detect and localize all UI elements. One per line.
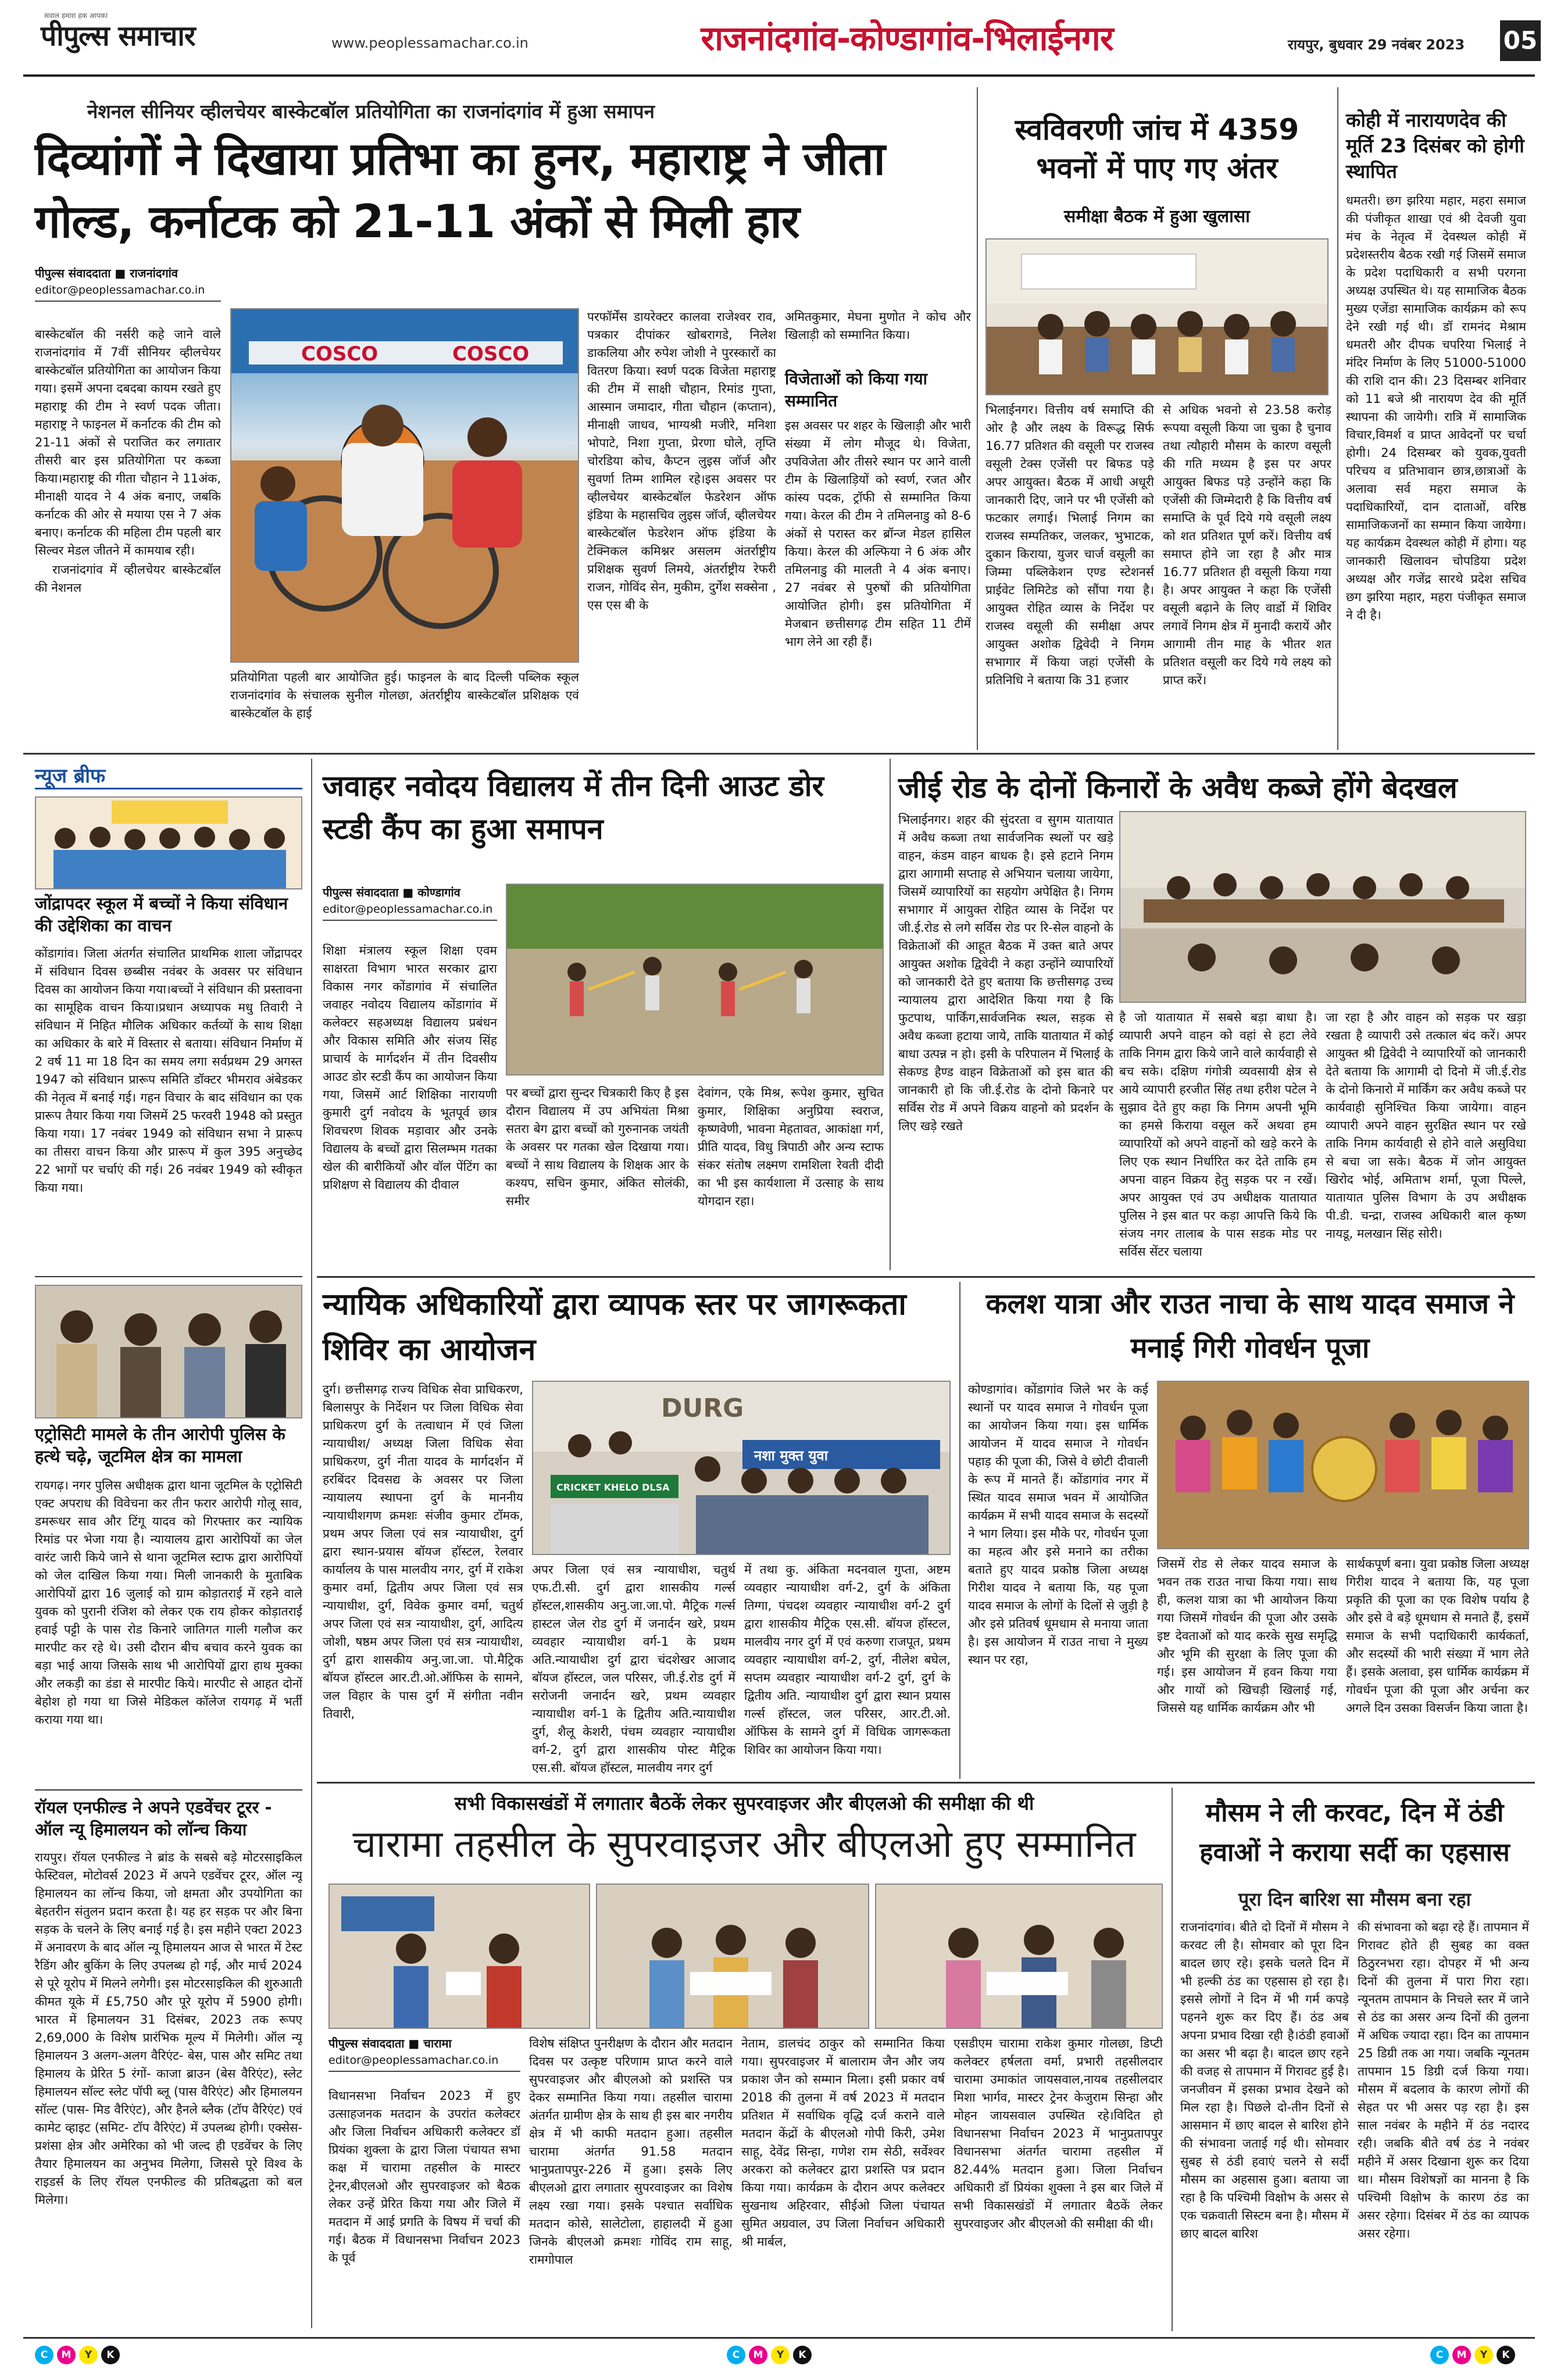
brief3-headline: रॉयल एनफील्ड ने अपने एडवेंचर टूरर - ऑल न्यू हिमालयन को लॉन्च किया bbox=[35, 1797, 272, 1839]
lead-headline: दिव्यांगों ने दिखाया प्रतिभा का हुनर, महाराष्ट्र ने जीता गोल्ड, कर्नाटक को 21-11 अंकों से मिली हार bbox=[35, 133, 885, 248]
charama-photo-2 bbox=[596, 1884, 869, 2029]
weather-col2: की संभावना को बढ़ा रहे हैं। तापमान में गिरावट होते ही सुबह का वक्त ठिठुरनभरा रहा। दोपहर में भी अन्य दिनों की तुलना में पारा गिरा रहा। न्यूनतम तापमान के निचले स्तर में जाने से ठंड का असर अन्य दिनों की तुलना में अधिक ज्यादा रहा। दिन का तापमान 25 डिग्री तक आ गया। जबकि न्यूनतम तापमान 15 डिग्री दर्ज किया गया। मौसम में बदलाव के कारण लोगों की सेहत पर भी असर पड़ रहा है। इस साल नवंबर के महीने में ठंड नदारद रही। जबकि बीते वर्ष ठंड ने नवंबर महीने में असर दिखाना शुरू कर दिया था। मौसम विशेषज्ञों का मानना है कि पश्चिमी विक्षोभ के कारण ठंड का असर रहेगा। दिसंबर में ठंड का व्यापक असर रहेगा। bbox=[1358, 1920, 1529, 2240]
charama-rule-right bbox=[1172, 1788, 1173, 2331]
lead-col3: परफॉर्मेंस डायरेक्टर कालवा राजेश्वर राव, पत्रकार दीपांकर खोबरागडे, निलेश डाकलिया और रुपेश जोशी ने पुरस्कारों का वितरण किया। स्वर्ण पदक विजेता महाराष्ट्र की टीम में साक्षी चौहान, रिमांड गुप्ता, आस्मान जमादार, गीता चौहान (कप्तान), मीनाक्षी जाधव, भाग्यश्री मजीरे, मनिशा भोपाटे, निशा गुप्ता, प्रेरणा घोले, तृप्ति चोरडिया कोच, कैप्टन लुइस जॉर्ज और सुवर्णा तिम्म शामिल रहे।इस अवसर पर व्हीलचेयर बास्केटबॉल फेडरेशन ऑफ इंडिया के महासचिव लुइस जॉर्ज, व्हीलचेयर बास्केटबॉल फेडरेशन ऑफ इंडिया के टेक्निकल कमिश्नर असलम अंतर्राष्ट्रीय प्रशिक्षक सुवर्ण लिमये, अंतर्राष्ट्रीय रेफरी राजन, गोविंद सेन, मुकीम, दुर्गेश सक्सेना , एस एस बी के bbox=[587, 310, 776, 612]
kalash-col3: सार्थकपूर्ण बना। युवा प्रकोष्ठ जिला अध्यक्ष गिरीश यादव ने बताया कि, यह पूजा प्रकृति की पूजा का एक विशेष पर्याय है और इसे वे बड़े धूमधाम से मनाते हैं, इसमें समाज के सभी पदाधिकारी कार्यकर्ता, और सदस्यों की भारी संख्या में भाग लेते हैं। इसके अलावा, इस धार्मिक कार्यक्रम में गोवर्धन पूजा की पूजा और अर्चना कर अगले दिन उसका विसर्जन किया जाता है। bbox=[1346, 1557, 1529, 1715]
page-number: 05 bbox=[1500, 20, 1541, 61]
lead-col1-text: बास्केटबॉल की नर्सरी कहे जाने वाले राजनांदगांव में 7वीं सीनियर व्हीलचेयर बास्केटबॉल प्रतियोगिता का आयोजन किया गया। इसमें अपना दबदबा कायम रखते हुए महाराष्ट्र की टीम ने स्वर्ण पदक जीता। महाराष्ट्र ने फाइनल में कर्नाटक की टीम को 21-11 अंकों से पराजित कर लगातार तीसरी बार इस प्रतियोगिता पर कब्जा किया।महाराष्ट्र की गीता चौहान ने 11अंक, मीनाक्षी यादव ने 4 अंक बनाए, जबकि कर्नाटक की ओर से मयाया एस ने 7 अंक बनाए। कर्नाटक की महिला टीम पहली बार सिल्वर मेडल जीतने में कामयाब रही। bbox=[35, 327, 221, 558]
kalash-photo-procession bbox=[1157, 1381, 1529, 1549]
kohi-headline: कोही में नारायणदेव की मूर्ति 23 दिसंबर को होगी स्थापित bbox=[1346, 109, 1524, 183]
cmyk-c: C bbox=[727, 2346, 745, 2364]
charama-email[interactable]: editor@peoplessamachar.co.in bbox=[328, 2052, 520, 2072]
charama-col4: एसडीएम चारामा राकेश कुमार गोलछा, डिप्टी कलेक्टर हर्षलता वर्मा, प्रभारी तहसीलदार चारामा उमाकांत जायसवाल,नायब तहसीलदार मिशा भार्गव, मास्टर ट्रेनर केजुराम सिन्हा और मोहन जायसवाल उपस्थित रहे।विदित हो विधानसभा निर्वाचन 2023 में भानुप्रतापपुर विधानसभा अंतर्गत चारामा तहसील में 82.44% मतदान हुआ। जिला निर्वाचन अधिकारी डॉ प्रियंका शुक्ला ने इस बार जिले में सभी विकासखंडों में लगातार बैठकें लेकर सुपरवाइजर और बीएलओ की समीक्षा की थी। bbox=[954, 2036, 1163, 2231]
cmyk-registration-right bbox=[1430, 2346, 1515, 2364]
brief2-photo-accused bbox=[35, 1285, 302, 1418]
charama-col1: विधानसभा निर्वाचन 2023 में हुए उत्साहजनक मतदान के उपरांत कलेक्टर और जिला निर्वाचन अधिकारी कलेक्टर डॉ प्रियंका शुक्ला के द्वारा जिला पंचायत सभा कक्ष में चारामा तहसील के मास्टर ट्रेनर,बीएलओ और सुपरवाइजर को बैठक लेकर उन्हें प्रेरित किया गया और जिले में मतदान में आई प्रगति के विषय में चर्चा की गई। बैठक में विधानसभा निर्वाचन 2023 के पूर्व bbox=[328, 2089, 520, 2265]
kalash-col1: कोण्डागांव। कोंडागांव जिले भर के कई स्थानों पर यादव समाज ने गोवर्धन पूजा का आयोजन किया गया। इस धार्मिक आयोजन में यादव समाज ने गोवर्धन पहाड़ की पूजा की, जिसे वे छोटी दीवाली के रूप में मानते हैं। कोंडागांव नगर में स्थित यादव समाज भवन में आयोजित कार्यक्रम में सभी यादव समाज के सदस्यों ने भाग लिया। इस मौके पर, गोवर्धन पूजा का महत्व और इसे मनाने का तरीका बताते हुए यादव प्रकोष्ठ जिला अध्यक्ष गिरीश यादव ने बताया कि, यह पूजा यादव समाज के लोगों के दिलों से जुड़ी है और इसे प्रतिवर्ष धूमधाम से मनाया जाता है। इस आयोजन में राउत नाचा ने मुख्य स्थान पर रहा, bbox=[968, 1382, 1148, 1667]
lead-col4-subhead: विजेताओं को किया गया सम्मानित bbox=[785, 369, 927, 410]
judicial-col2: अपर जिला एवं सत्र न्यायाधीश, चतुर्थ एफ.टी.सी. दुर्ग द्वारा शासकीय गर्ल्स हॉस्टल,शासकीय अनु.जा.जा.पो. मैट्रिक गर्ल्स हास्टल जेल रोड दुर्ग में जनार्दन खरे, प्रथम व्यवहार न्यायाधीश वर्ग-1 के प्रथम अति.न्यायाधीश दुर्ग द्वारा चंदशेखर आजाद बॉयज हॉस्टल, जल परिसर, जी.ई.रोड दुर्ग में सरोजनी जनार्दन खरे, प्रथम व्यवहार न्यायाधीश वर्ग-1 के द्वितीय अति.न्यायाधीश दुर्ग, शैलू केशरी, पंचम व्यवहार न्यायाधीश वर्ग-2, दुर्ग द्वारा शासकीय पोस्ट मैट्रिक एस.सी. बॉयज हॉस्टल, मालवीय नगर दुर्ग bbox=[532, 1563, 735, 1775]
navodaya-col3: देवांगन, एके मिश्र, रूपेश कुमार, सुचित कुमार, शिक्षिका अनुप्रिया स्वराज, कृष्णवेणी, भावना मेहतावत, आकांक्षा गर्ग, प्रीति यादव, विधु त्रिपाठी और अन्य स्टाफ संकर संतोष लक्ष्मण रामशिला रेवती दीदी का भी इस कार्यशाला में उत्साह के साथ योगदान रहा। bbox=[698, 1086, 884, 1208]
lead-col1 bbox=[35, 326, 221, 744]
judicial-headline: न्यायिक अधिकारियों द्वारा व्यापक स्तर पर जागरूकता शिविर का आयोजन bbox=[323, 1287, 906, 1367]
section-rule-3 bbox=[317, 1782, 1535, 1784]
kohi-body: धमतरी। छग झरिया महार, महरा समाज की पंजीकृत शाखा एवं श्री देवजी युवा मंच के नेतृत्व में देवस्थल कोही में प्रदेशस्तरीय बैठक रखी गई जिसमें समाज के प्रदेश पदाधिकारी व सभी परगना अध्यक्ष उपस्थित थे। यह सामाजिक बैठक मुख्य एजेंडा सामाजिक कार्यक्रम को रूप देने रखी गई थी। डॉ रामनंद मेश्राम धमतरी और दीपक चपरिया भिलाई ने मंदिर निर्माण के लिए 51000-51000 की राशि दान की। 23 दिसम्बर शनिवार को 11 बजे श्री नारायण देव की मूर्ति स्थापना की जायेगी। रात्रि में सामाजिक विचार,विमर्श व प्राप्त आवेदनों पर चर्चा होगी। 24 दिसम्बर को युवक,युवती परिचय व प्रतिभावान छात्र,छात्राओं के अलावा सर्व महरा समाज के पदाधिकारियों, दान दाताओं, वरिष्ठ सामाजिकजनों का सम्मान किया जायेगा। यह कार्यक्रम देवस्थल कोही में होगा। यह जानकारी खिलावन चोपडिया प्रदेश अध्यक्ष और गजेंद्र सारथे प्रदेश सचिव छग झरिया महार, महरा पंजीकृत समाज ने दी है। bbox=[1346, 194, 1526, 622]
charama-byline: पीपुल्स संवाददाता ■ चारामा bbox=[328, 2036, 452, 2050]
cmyk-c: C bbox=[35, 2346, 53, 2364]
brief2-headline: एट्रोसिटी मामले के तीन आरोपी पुलिस के हत्थे चढ़े, जूटमिल क्षेत्र का मामला bbox=[35, 1424, 285, 1466]
judicial-photo-camp bbox=[532, 1381, 951, 1555]
dateline: रायपुर, बुधवार 29 नवंबर 2023 bbox=[1288, 37, 1465, 53]
charama-kicker: सभी विकासखंडों में लगातार बैठकें लेकर सुपरवाइजर और बीएलओ की समीक्षा की थी bbox=[454, 1792, 1034, 1814]
gerd-headline: जीई रोड के दोनों किनारों के अवैध कब्जे होंगे बेदखल bbox=[898, 771, 1458, 805]
cmyk-registration-center bbox=[727, 2346, 812, 2364]
charama-headline: चारामा तहसील के सुपरवाइजर और बीएलओ हुए सम्मानित bbox=[352, 1823, 1136, 1866]
cmyk-k: K bbox=[101, 2346, 120, 2364]
gerd-col3: जा रहा है और वाहन को सड़क पर खड़ा रखता है व्यापारी उसे तत्काल बंद करें। अपर आयुक्त श्री द्विवेदी ने व्यापारियों को जानकारी देते बताया कि आगामी दो दिनो में जी.ई.रोड के दोनो किनारो में मार्किंग कर अवैध कब्जे पर कार्यवाही सुनिश्चित किया जायेगा। वाहन व्यापारी अपने वाहन सुरक्षित स्थान पर रखे ताकि निगम कार्यवाही से होने वाले असुविधा से बचा जा सके। बैठक में जोन आयुक्त खिरोद भोई, अमिताभ शर्मा, पूजा पिल्ले, यातायात पुलिस विभाग के उप अधीक्षक पी.डी. चन्द्रा, राजस्व अधिकारी बाल कृष्ण नायडू, मलखान सिंह सोरी। bbox=[1326, 1010, 1526, 1241]
charama-photo-3 bbox=[875, 1884, 1163, 2029]
lead-col4b: इस अवसर पर शहर के खिलाड़ी और भारी संख्या में लोग मौजूद थे। विजेता, उपविजेता और तीसरे स्थान पर आने वाली टीम के खिलाड़ियों को स्वर्ण, रजत और कांस्य पदक, ट्रॉफी से सम्मानित किया गया। केरल की टीम ने तमिलनाडु को 8-6 अंकों से परास्त कर ब्रॉन्ज मेडल हासिल किया। केरल की अल्फिया ने 6 अंक और तमिलनाडु की मालती ने 4 अंक बनाए। 27 नवंबर से पुरुषों की प्रतियोगिता आयोजित होगी। इस प्रतियोगिता में मेजबान छत्तीसगढ़ टीम सहित 11 टीमें भाग लेने आ रही हैं। bbox=[785, 419, 971, 649]
logo bbox=[41, 12, 314, 57]
lead-kicker: नेशनल सीनियर व्हीलचेयर बास्केटबॉल प्रतियोगिता का राजनांदगांव में हुआ समापन bbox=[87, 100, 655, 123]
weather-headline: मौसम ने ली करवट, दिन में ठंडी हवाओं ने कराया सर्दी का एहसास bbox=[1199, 1798, 1510, 1867]
survey-headline: स्वविवरणी जांच में 4359 भवनों में पाए गए अंतर bbox=[1015, 113, 1299, 185]
logo-text: पीपुल्स समाचार bbox=[41, 20, 195, 52]
survey-subhead: समीक्षा बैठक में हुआ खुलासा bbox=[1064, 206, 1250, 227]
judicial-photo-durg-text: DURG bbox=[661, 1393, 744, 1423]
charama-photo-1 bbox=[328, 1884, 590, 2029]
lead-photo-basketball bbox=[230, 308, 579, 663]
judicial-col3: में तथा कु. अंकिता मदनवाल गुप्ता, अष्टम व्यवहार न्यायाधीश वर्ग-2, दुर्ग के अंकिता तिग्गा, पंचदश व्यवहार न्यायाधीश वर्ग-2 दुर्ग द्वारा शासकीय मैट्रिक एस.सी. बॉयज हॉस्टल, मालवीय नगर दुर्ग में एवं करुणा राजपूत, प्रथम व्यवहार न्यायाधीश वर्ग-2, दुर्ग, नीलेश बघेल, सप्तम व्यवहार न्यायाधीश वर्ग-2 दुर्ग, दुर्ग के द्वितीय अति. न्यायाधीश दुर्ग द्वारा स्थान प्रयास गर्ल्स हॉस्टल, जल परिसर, आर.टी.ओ. ऑफिस के सामने दुर्ग में विधिक जागरूकता शिविर का आयोजन किया गया। bbox=[744, 1563, 951, 1757]
brief-rule-1 bbox=[35, 1276, 302, 1277]
header-rule bbox=[23, 74, 1535, 77]
lead-byline: पीपुल्स संवाददाता ■ राजनांदगांव bbox=[35, 266, 178, 280]
lead-photo-caption: प्रतियोगिता पहली बार आयोजित हुई। फाइनल के बाद दिल्ली पब्लिक स्कूल राजनांदगांव के संचालक सुनील गोलछा, अंतर्राष्ट्रीय बास्केटबॉल प्रशिक्षक एवं बास्केटबॉल के हाई bbox=[230, 670, 579, 720]
brief1-photo-students bbox=[35, 796, 302, 889]
site-url[interactable]: www.peoplessamachar.co.in bbox=[331, 35, 528, 51]
navodaya-headline: जवाहर नवोदय विद्यालय में तीन दिनी आउट डोर स्टडी कैंप का हुआ समापन bbox=[323, 769, 824, 846]
lead-rule-right bbox=[977, 87, 978, 750]
survey-rule-right bbox=[1337, 87, 1338, 750]
survey-col1: भिलाईनगर। वित्तीय वर्ष समाप्ति की ओर है और लक्ष्य के विरूद्ध सिर्फ 16.77 प्रतिशत की वसूली पर राजस्व वसूली टेक्स एजेंसी पर बिफड पड़े अपर आयुक्त। बैठक में आधी अधूरी जानकारी दिए, जाने पर भी एजेंसी को फटकार लगाई। भिलाई निगम का राजस्व सम्पतिकर, जलकर, भुभाटक, दुकान किराया, युजर चार्ज वसूली का जिम्मा पब्लिकेशन एण्ड स्टेशनर्स प्राईवेट लिमिटेड को सौंपा गया है। आयुक्त रोहित व्यास के निर्देश पर राजस्व वसूली की समीक्षा अपर आयुक्त अशोक द्विवेदी ने निगम सभागार में किया जहां एजेंसी के प्रतिनिधि ने बताया कि 31 हजार bbox=[985, 403, 1154, 687]
cmyk-y: Y bbox=[79, 2346, 98, 2364]
lead-col1b-text: राजनांदगांव में व्हीलचेयर बास्केटबॉल की नेशनल bbox=[35, 563, 221, 595]
judicial-photo-banner-text: नशा मुक्त युवा bbox=[754, 1448, 828, 1464]
charama-photo-3-scene bbox=[876, 1885, 1163, 2029]
navodaya-rule-right bbox=[890, 759, 891, 1270]
survey-photo-meeting bbox=[985, 238, 1329, 395]
survey-photo-scene bbox=[987, 240, 1329, 395]
cmyk-k: K bbox=[793, 2346, 812, 2364]
cmyk-y: Y bbox=[771, 2346, 790, 2364]
cmyk-m: M bbox=[1452, 2346, 1471, 2364]
footer-rule bbox=[23, 2337, 1535, 2339]
cmyk-k: K bbox=[1497, 2346, 1515, 2364]
masthead bbox=[23, 6, 1538, 73]
judicial-photo-chip-text: CRICKET KHELO DLSA bbox=[556, 1482, 670, 1493]
brief1-body: कोंडागांव। जिला अंतर्गत संचालित प्राथमिक शाला जोंद्रापदर में संविधान दिवस छब्बीस नवंबर के अवसर पर संविधान दिवस का आयोजन किया गया।बच्चों ने संविधान की प्रस्तावना का सामूहिक वाचन किया।प्रधान अध्यापक मधु तिवारी ने संविधान में निहित मौलिक अधिकार कर्तव्यों के साथ शिक्षा का अधिकार के बारे में विस्तार से बताया। संविधान निर्माण में 2 वर्ष 11 मा 18 दिन का समय लगा सर्वप्रथम 29 अगस्त 1947 को संविधान प्रारूप समिति डॉक्टर भीमराव अंबेडकर की नेतृत्व में बनाई गई। गहन विचार के बाद संविधान का एक प्रारूप तैयार किया गया जिसमें 25 फरवरी 1948 को प्रस्तुत किया गया। 17 नवंबर 1949 को संविधान सभा ने प्रारूप का तीसरा वाचन किया और प्रारूप में कुल 395 अनुच्छेद 22 भागों पर चर्चाएं की गई। 26 नवंबर 1949 को स्वीकृत किया गया। bbox=[35, 946, 302, 1195]
brief1-headline: जोंद्रापदर स्कूल में बच्चों ने किया संविधान की उद्देशिका का वाचन bbox=[35, 894, 288, 935]
charama-photo-2-scene bbox=[597, 1885, 869, 2029]
judicial-rule-right bbox=[959, 1282, 960, 1779]
navodaya-col2: पर बच्चों द्वारा सुन्दर चित्रकारी किए है इस दौरान विद्यालय में उप अभियंता मिश्रा सतरा बेग द्वारा बच्चों को गुरुनानक जयंती के अवसर पर गतका खेल दिखाया गया। बच्चों ने साथ विद्यालय के शिक्षक आर के कश्यप, सचिन कुमार, अंकित सोलंकी, समीर bbox=[506, 1086, 689, 1208]
newsbrief-title bbox=[35, 762, 302, 789]
survey-col2: से अधिक भवनो से 23.58 करोड़ रूपया वसूली किया जा चुका है चुनाव तथा त्यौहारी मौसम के कारण वसूली की गति मध्यम है इस पर अपर आयुक्त बिफड पड़े उन्होंने कहा कि एजेंसी की जिम्मेदारी है कि वित्तीय वर्ष समाप्ति के पूर्व दिये गये वसूली लक्ष्य को शत प्रतिशत पूर्ण करें। वित्तीय वर्ष समाप्त होने जा रहा है और मात्र 16.77 प्रतिशत ही वसूली किया गया है। अपर आयुक्त ने कहा कि एजेंसी वसूली बढ़ाने के लिए वार्डो में शिविर लगावें निगम क्षेत्र में मुनादी करायें और आगामी तीन माह के भीतर शत प्रतिशत वसूली कर दिये गये लक्ष्य को प्राप्त करें। bbox=[1163, 403, 1331, 687]
gerd-col1: भिलाईनगर। शहर की सुंदरता व सुगम यातायात में अवैध कब्जा तथा सार्वजनिक स्थलों पर खड़े वाहन, कंडम वाहन बाधक है। इसे हटाने निगम द्वारा आगामी सप्ताह से अभियान चलाया जायेगा, जिसमें व्यापारियों का सहयोग अपेक्षित है। निगम सभागार में आयुक्त रोहित व्यास के निर्देश पर जी.ई.रोड से लगे सर्विस रोड पर रि-सेल वाहनो के विक्रेताओं की आहूत बैठक में उक्त बाते अपर आयुक्त अशोक द्विवेदी ने कहा उन्होंने व्यापारियों को जानकारी देते हुए बताया कि छत्तीसगढ़ उच्च न्यायालय द्वारा आदेशित किया गया है कि फुटपाथ, पार्किंग,सार्वजनिक स्थल, सड़क से अवैध कब्जा हटाया जाये, ताकि यातायात में कोई बाधा उत्पन्न न हो। इसी के परिपालन में भिलाई के सेकण्ड हैण्ड वाहन विक्रेताओं को इस बात की जानकारी हो कि जी.ई.रोड के दोनो किनारे पर सर्विस रोड में अपने विक्रय वाहनो को प्रदर्शन के लिए खड़े रखते bbox=[898, 813, 1113, 1133]
navodaya-col1: शिक्षा मंत्रालय स्कूल शिक्षा एवम साक्षरता विभाग भारत सरकार द्वारा विकास नगर कोंडागांव में संचालित जवाहर नवोदय विद्यालय कोंडागांव में कलेक्टर सहअध्यक्ष विद्यालय प्रबंधन और विकास समिति और संजय सिंह प्राचार्य के मार्गदर्शन में तीन दिवसीय आउट डोर स्टडी कैंप का आयोजन किया गया, जिसमें आर्ट शिक्षिका नारायणी कुमारी दुर्ग नवोदय के भूतपूर्व छात्र शिवचरण शिवक मड़ावार और उनके विद्यालय के बच्चों द्वारा सिलम्भम गतका खेल की बारीकियों और वॉल पेंटिंग का प्रशिक्षण से विद्यालय की दीवाल bbox=[323, 944, 497, 1192]
lead-col4: अमितकुमार, मेघना मुणोत ने कोच और खिलाड़ी को सम्मानित किया। bbox=[785, 310, 971, 342]
weather-col1: राजनांदगांव। बीते दो दिनों में मौसम ने करवट ली है। सोमवार को पूरा दिन बादल छाए रहे। इसके चलते दिन में भी हल्की ठंड का एहसास हो रहा है। इससे लोगों ने दिन में भी गर्म कपड़े पहनने शुरू कर दिए हैं। ठंड अब अपना प्रभाव दिखा रही है।ठंडी हवाओं का असर भी बढ़ा है। बादल छाए रहने की वजह से तापमान में गिरावट हुई है। जनजीवन में इसका प्रभाव देखने को मिल रहा है। पिछले दो-तीन दिनों से आसमान में छाए बादल से बारिश होने की संभावना जताई गई थी। सोमवार सुबह से ठंडी हवाएं चलने से सर्दी मौसम का अहसास हुआ। बताया जा रहा है कि पश्चिमी विक्षोभ के असर से एक चक्रवाती सिस्टम बना है। मौसम में छाए बादल बारिश bbox=[1180, 1920, 1349, 2240]
navodaya-photo-camp bbox=[506, 884, 884, 1075]
cmyk-m: M bbox=[57, 2346, 76, 2364]
gerd-photo-meeting bbox=[1119, 811, 1526, 1003]
navodaya-email[interactable]: editor@peoplessamachar.co.in bbox=[323, 901, 497, 921]
navodaya-photo-scene bbox=[507, 885, 884, 1075]
kalash-col2: जिसमें रोड से लेकर यादव समाज के भवन तक राउत नाचा किया गया। साथ ही, कलश यात्रा का भी आयोजन किया गया जिसमें गोवर्धन की पूजा और उसके इष्ट देवताओं को याद करके सुख समृद्धि और भूमि की सुरक्षा के लिए पूजा की गई। इस आयोजन में हवन किया गया और गायों को खिचड़ी खिलाई गई, जिससे यह धार्मिक कार्यक्रम और भी bbox=[1157, 1557, 1337, 1715]
charama-col2: विशेष संक्षिप्त पुनरीक्षण के दौरान और मतदान दिवस पर उत्कृष्ट परिणाम प्राप्त करने वाले सुपरवाइजर और बीएलओ को प्रशस्ति पत्र देकर सम्मानित किया गया। तहसील चारामा अंतर्गत ग्रामीण क्षेत्र के साथ ही इस बार नगरीय क्षेत्र में भी काफी मतदान हुआ। तहसील चारामा अंतर्गत 91.58 मतदान भानुप्रतापपुर-226 में हुआ। इसके लिए बीएलओ द्वारा लगातार सुपरवाइजर का विशेष लक्ष्य रखा गया। इसके पश्चात सर्वाधिक मतदान कोसे, सालेटोला, हाहालदी में हुआ जिनके बीएलओ क्रमशः गोविंद राम साहू, रामगोपाल bbox=[529, 2036, 733, 2267]
cmyk-m: M bbox=[749, 2346, 767, 2364]
newsbrief-title-text: न्यूज ब्रीफ bbox=[35, 764, 106, 788]
brief-rule-2 bbox=[35, 1789, 302, 1791]
kalash-photo-scene bbox=[1158, 1382, 1529, 1549]
judicial-col1: दुर्ग। छत्तीसगढ़ राज्य विधिक सेवा प्राधिकरण, बिलासपुर के निर्देशन पर जिला विधिक सेवा प्राधिकरण दुर्ग के तत्वाधान में एवं जिला न्यायाधीश/ अध्यक्ष जिला विधिक सेवा प्राधिकरण, दुर्ग नीता यादव के मार्गदर्शन में हरबिंदर दिवसद्य के अवसर पर जिला न्यायालय स्थापना दुर्ग के माननीय न्यायाधीशगण क्रमशः संजीव कुमार टॉमक, प्रथम अपर जिला एवं सत्र न्यायाधीश, दुर्ग द्वारा स्थान-प्रयास बॉयज हॉस्टल, रेलवार कार्यालय के पास मालवीय नगर, दुर्ग में राकेश कुमार वर्मा, द्वितीय अपर जिला एवं सत्र न्यायाधीश, दुर्ग, विवेक कुमार वर्मा, चतुर्थ अपर जिला एवं सत्र न्यायाधीश, दुर्ग, आदित्य जोशी, षष्ठम अपर जिला एवं सत्र न्यायाधीश, दुर्ग द्वारा शासकीय अनु.जा.जा. पो.मैट्रिक बॉयज हॉस्टल आर.टी.ओ.ऑफिस के सामने, जल विहार के पास दुर्ग में संगीता नवीन तिवारी, bbox=[323, 1382, 523, 1721]
lead-email[interactable]: editor@peoplessamachar.co.in bbox=[35, 282, 221, 302]
kalash-headline: कलश यात्रा और राउत नाचा के साथ यादव समाज ने मनाई गिरी गोवर्धन पूजा bbox=[985, 1288, 1515, 1364]
section-rule-1 bbox=[23, 753, 1535, 755]
judicial-photo-scene bbox=[533, 1382, 951, 1555]
logo-tagline: सवाल हमारा हक आपका bbox=[44, 12, 108, 20]
brief-rule-right bbox=[311, 759, 312, 2328]
gerd-col2: है जो यातायात में सबसे बड़ा बाधा है। व्यापारी अपने वाहन को वहां से हटा लेवे ताकि निगम द्वारा किये जाने वाले कार्यवाही से बच सके। दक्षिण गंगोत्री व्यवसायी क्षेत्र से आये व्यापारी हरजीत सिंह तथा हरीश पटेल ने सुझाव देते हुए कहा कि निगम अपनी भूमि का हमसे किराया वसूल करें अथवा हम व्यापारियों को अपने वाहनों को खड़े करने के लिए एक स्थान निर्धारित कर देते ताकि हम अपना वाहन विक्रय हेतु सड़क पर न रखें। अपर आयुक्त एवं उप अधीक्षक यातायात पुलिस ने इस बात पर कड़ा आपत्ति किये कि संजय नगर तालाब के पास सडक मोड पर सर्विस सेंटर चलाया bbox=[1119, 1010, 1317, 1259]
charama-photo-1-scene bbox=[330, 1885, 590, 2029]
brief1-photo-scene bbox=[36, 798, 302, 889]
brief2-photo-scene bbox=[36, 1286, 302, 1418]
edition-title: राजनांदगांव-कोण्डागांव-भिलाईनगर bbox=[701, 19, 1113, 58]
cmyk-y: Y bbox=[1474, 2346, 1493, 2364]
cmyk-c: C bbox=[1430, 2346, 1449, 2364]
section-rule-2 bbox=[317, 1276, 1535, 1278]
cmyk-registration-left bbox=[35, 2346, 120, 2364]
charama-col3: नेताम, डालचंद ठाकुर को सम्मानित किया गया। सुपरवाइजर में बालाराम जैन और जय प्रकाश जैन को सम्मान मिला। इसी प्रकार वर्ष 2018 की तुलना में वर्ष 2023 में मतदान प्रतिशत में सर्वाधिक वृद्धि दर्ज कराने वाले मतदान केंद्रों के बीएलओ गोपी किरी, उमेश साहू, देवेंद्र सिन्हा, गणेश राम सेठी, सर्वेश्वर अरकरा को कलेक्टर द्वारा प्रशस्ति पत्र प्रदान किया गया। कार्यक्रम के दौरान अपर कलेक्टर सुखनाथ अहिरवार, सीईओ जिला पंचायत सुमित अग्रवाल, उप जिला निर्वाचन अधिकारी श्री मार्बल, bbox=[741, 2036, 945, 2249]
weather-subhead: पूरा दिन बारिश सा मौसम बना रहा bbox=[1238, 1888, 1471, 1910]
navodaya-byline: पीपुल्स संवाददाता ■ कोण्डागांव bbox=[323, 885, 460, 899]
gerd-photo-scene bbox=[1120, 812, 1526, 1003]
court-banner-text-2: COSCO bbox=[452, 342, 530, 366]
brief3-body: रायपुर। रॉयल एनफील्ड ने ब्रांड के सबसे बड़े मोटरसाइकिल फेस्टिवल, मोटोवर्स 2023 में अपने एडवेंचर टूरर, ऑल न्यू हिमालयन का लॉन्च किया, जो क्षमता और उपयोगिता का बेहतरीन संतुलन प्रदान करता है। यह हर सड़क पर और बिना सड़क के चलने के लिए बनाई गई है। इस महीने एक्टा 2023 में अनावरण के बाद ऑल न्यू हिमालयन आज से भारत में टेस्ट रैडिंग और बुकिंग के लिए उपलब्ध हो गई, और मार्च 2024 से पूरे यूरोप में मिलने लगेगी। इस मोटरसाइकिल की शुरुआती कीमत यूके में £5,750 और पूरे यूरोप में 5900 होगी। भारत में हिमालयन 31 दिसंबर, 2023 तक रूपए 2,69,000 के विशेष प्रारंभिक मूल्य में मिलेगी। ऑल न्यू हिमालयन 3 अलग-अलग वैरिएंट- बेस, पास और समिट तथा हिमालय के प्रेरित 5 रंगों- काजा ब्राउन (बेस वैरिएंट), स्लेट हिमालयन सॉल्ट स्लेट पॉपी ब्लू (पास वैरिएंट) और हिमालयन सॉल्ट (पास- मिड वैरिएंट), और हैनले ब्लैक (टॉप वैरिएंट) एवं कामेट व्हाइट (समिट- टॉप वैरिएंट) में उपलब्ध होगी। एक्सेस- प्रशंसा क्षेत्र और अमेरिका को भी जल्द ही एडवेंचर के लिए तैयार हिमालयन का अनुभव मिलेगा, जिससे पूरे विश्व के राइडर्स के लिए रॉयल एनफील्ड की प्रतिबद्धता को बल मिलेगा। bbox=[35, 1850, 302, 2207]
lead-photo-scene bbox=[231, 309, 579, 663]
brief2-body: रायगढ़। नगर पुलिस अधीक्षक द्वारा थाना जूटमिल के एट्रोसिटी एक्ट अपराध की विवेचना कर तीन फरार आरोपी गोलू साव, डमरूधर साव और टिंगू यादव को गिरफ्तार कर न्यायिक रिमांड पर भेजा गया है। न्यायालय द्वारा आरोपियों का जेल वारंट जारी किये जाने से थाना जूटमिल स्टाफ द्वारा आरोपियों को जेल दाखिल किया गया। मिली जानकारी के मुताबिक आरोपियों द्वारा 16 जुलाई को ग्राम कोड़ातराई में रहने वाले युवक को पुरानी रंजिश को लेकर एक राय होकर कोड़ातराई हवाई पट्टी के पास रोड किनारे जातिगत गाली गलौज कर मारपीट कर रहे थे। उसी दौरान बीच बचाव करने युवक का बड़ा भाई आया जिसके साथ भी आरोपियों द्वारा हाथ मुक्का और लकड़ी का डंडा से मारपीट किये। मारपीट से आहत दोनों बेहोश हो गया था जिसे मेडिकल कॉलेज रायगढ़ में भर्ती कराया गया था। bbox=[35, 1478, 302, 1727]
court-banner-text: COSCO bbox=[301, 342, 378, 366]
